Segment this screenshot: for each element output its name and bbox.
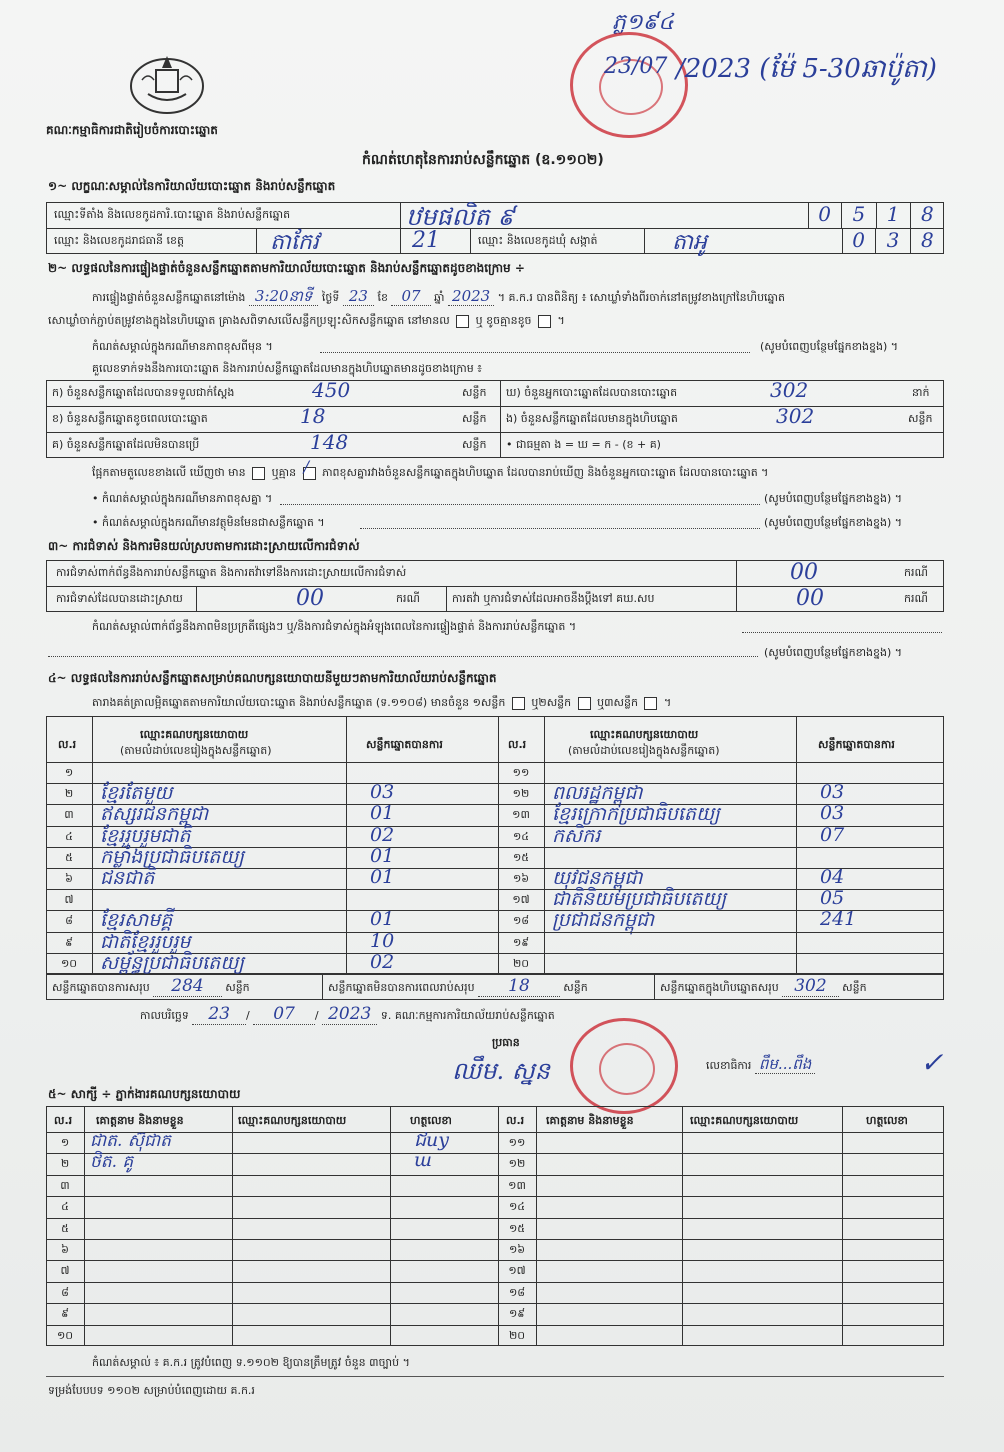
section2-para5 (92, 456, 769, 480)
date-month: 07 (253, 1004, 315, 1025)
results-row-party: យុវជនកម្ពុជា (552, 867, 643, 889)
results-col-line (92, 716, 93, 974)
witness-row-line (46, 1196, 944, 1197)
tot1-value: 284 (153, 976, 221, 997)
section3-note: កំណត់សម្គាល់ពាក់ព័ន្ធនឹងភាពមិនប្រក្រតីផ្សេងៗ ឬ/និងការជំទាស់ក្នុងអំឡុងពេលនៃការផ្ទៀងផ្ទាត់ និងការរាប់សន្លឹកឆ្នោត ។ (92, 620, 577, 633)
results-row-votes: 03 (820, 802, 845, 825)
witness-row-name: ជាត. ស៊ុជាត (90, 1131, 171, 1151)
form-footer: ទម្រង់បែបបទ ១១០២ សម្រាប់បំពេញដោយ គ.ក.រ (48, 1384, 255, 1397)
section2-note1: • កំណត់សម្គាល់ក្នុងករណីមានភាពខុសគ្នា ។ (92, 492, 273, 505)
results-col-votes-right: សន្លឹកឆ្នោតបានការ (818, 738, 895, 751)
witness-row-no: ៩ (61, 1307, 69, 1321)
objection-row2b-value: 00 (796, 586, 824, 611)
results-row-no: ១៧ (512, 893, 530, 907)
has-difference-checkbox[interactable] (252, 467, 265, 480)
results-col-no-right: ល.រ (508, 738, 527, 751)
witness-col-line (390, 1106, 391, 1346)
para1-year-label: ឆ្នាំ (434, 291, 445, 304)
section1-row2-value2: តាអូ (672, 230, 707, 255)
count-b-unit: សន្លឹក (462, 412, 487, 425)
results-row-line (498, 953, 944, 954)
results-row-no: ១០ (60, 956, 78, 970)
count-e-value: 302 (776, 404, 815, 428)
results-row-no: ៨ (65, 914, 73, 928)
hand-top-note: ភ្ល១៩៤ (612, 10, 674, 35)
count-a-unit: សន្លឹក (462, 386, 487, 399)
intro-c: ឬ៣សន្លឹក (597, 696, 638, 709)
objection-row1-label: ការជំទាស់ពាក់ព័ន្ធនឹងការរាប់សន្លឹកឆ្នោត និងការតវ៉ាទៅនឹងការដោះស្រាយលើការជំទាស់ (56, 566, 407, 579)
witness-col-no-left: ល.រ (54, 1114, 73, 1127)
witness-col-name-left: គោត្តនាម និងនាមខ្លួន (96, 1114, 184, 1127)
no-difference-checkbox[interactable]: / (303, 467, 316, 480)
results-row-votes: 241 (820, 908, 857, 931)
one-sheet-checkbox[interactable] (512, 697, 525, 710)
witness-row-no: ២០ (508, 1328, 526, 1342)
results-row-no: ៩ (65, 935, 73, 949)
intro-text: តារាងគត់ត្រាលម្អិតឆ្នោតតាមការិយាល័យបោះឆ្នោត និងរាប់សន្លឹកឆ្នោត (ទ.១១០៨) មានចំនួន ១សន្លឹក (92, 696, 506, 709)
section1-row2-code: 21 (412, 228, 440, 253)
results-col-votes-left: សន្លឹកឆ្នោតបានការ (366, 738, 443, 751)
date-label: កាលបរិច្ឆេទ (140, 1009, 189, 1022)
witness-col-party-left: ឈ្មោះគណបក្សនយោបាយ (238, 1114, 347, 1127)
para2-text: សោឃ្លាំចាក់ភ្ជាប់តម្រូវខាងក្នុងនៃហិបឆ្នោត គ្រាងសពិទាសលើសន្លឹកប្រឡុះសិកសន្លឹកឆ្នោត នៅមានល (48, 314, 450, 327)
section2-para3-hint: (សូមបំពេញបន្ថែមផ្នែកខាងខ្នង) ។ (760, 340, 899, 353)
tot3-unit: សន្លឹក (842, 981, 867, 994)
results-row-votes: 01 (370, 844, 395, 867)
results-row-party: ឥស្សរជនកម្ពុជា (100, 803, 209, 826)
code-digit: 0 (842, 228, 876, 254)
objection-row2-label: ការជំទាស់ដែលបានដោះស្រាយ (56, 592, 183, 605)
witness-col-party-right: ឈ្មោះគណបក្សនយោបាយ (690, 1114, 799, 1127)
count-c-unit: សន្លឹក (462, 438, 487, 451)
witness-row-no: ១៤ (508, 1200, 526, 1214)
results-row-votes: 01 (370, 802, 395, 825)
witness-header-line (46, 1132, 944, 1133)
results-row-line (46, 889, 498, 890)
witness-row-no: ១២ (508, 1157, 526, 1171)
broken-checkbox[interactable] (538, 315, 551, 328)
objection-row2b-label: ការតវ៉ា ឬការជំទាស់ដែលអាចនឹងប្តឹងទៅ គឃ.សប (452, 592, 655, 605)
results-row-party: ជាតិខ្មែររួបរួម (100, 930, 191, 953)
witness-row-line (46, 1239, 944, 1240)
witness-col-name-right: គោត្តនាម និងនាមខ្លួន (546, 1114, 634, 1127)
results-row-no: ៥ (65, 850, 73, 864)
section3-title: ៣~ ការជំទាស់ និងការមិនយល់ស្របតាមការដោះស្រាយលើការជំទាស់ (48, 539, 360, 553)
section2-note2-hint: (សូមបំពេញបន្ថែមផ្នែកខាងខ្នង) ។ (764, 516, 903, 529)
objection-row1-value: 00 (790, 560, 818, 585)
para3-fill-line (320, 352, 750, 353)
tot2-value: 18 (478, 976, 560, 997)
results-col-party-sub-left: (តាមលំដាប់លេខរៀងក្នុងសន្លឹកឆ្នោត) (120, 744, 272, 757)
tot1-label: សន្លឹកឆ្នោតបានការសរុប (52, 981, 150, 994)
date-day: 23 (192, 1004, 246, 1025)
section2-note1-hint: (សូមបំពេញបន្ថែមផ្នែកខាងខ្នង) ។ (764, 492, 903, 505)
note1-fill-line (280, 504, 760, 505)
section1-row1-code (808, 202, 944, 228)
results-row-no: ១៣ (512, 808, 530, 822)
two-sheet-checkbox[interactable] (578, 697, 591, 710)
results-row-party: ខ្មែររួបរួមជាតិ (100, 824, 191, 847)
para1-time: 3:20នាទី (249, 287, 319, 306)
witness-row-no: ១៨ (508, 1285, 526, 1299)
chair-signature: ឈឹម. ស្នន (452, 1057, 550, 1085)
totals-valid (52, 976, 250, 996)
results-row-no: ៣ (64, 808, 74, 822)
results-col-party-right: ឈ្មោះគណបក្សនយោបាយ (590, 728, 699, 741)
count-e-label: ង) ចំនួនសន្លឹកឆ្នោតដែលមានក្នុងហិបឆ្នោត (506, 412, 678, 425)
results-row-party: ជាតិនិយមប្រជាធិបតេយ្យ (552, 888, 727, 911)
count-d-unit: នាក់ (912, 386, 930, 399)
results-row-line (498, 932, 944, 933)
results-row-no: ១ (64, 766, 74, 779)
count-c-label: គ) ចំនួនសន្លឹកឆ្នោតដែលមិនបានប្រើ (52, 438, 200, 451)
count-d-value: 302 (770, 378, 809, 402)
results-row-no: ៧ (64, 893, 74, 907)
results-col-line (346, 716, 347, 974)
section2-para2: សោឃ្លាំចាក់ភ្ជាប់តម្រូវខាងក្នុងនៃហិបឆ្នោត គ្រាងសពិទាសលើសន្លឹកប្រឡុះសិកសន្លឹកឆ្នោត នៅមានល ឬ ខូចគ្មានខូច ។ (48, 314, 565, 327)
results-row-no: ៦ (65, 872, 73, 885)
witness-row-no: ១៣ (508, 1178, 526, 1192)
para2-opt1: ឬ (475, 314, 483, 327)
witness-row-no: ១ (60, 1136, 70, 1149)
witness-row-no: ២ (60, 1157, 70, 1171)
count-c-value: 148 (310, 430, 349, 454)
witness-col-line (84, 1106, 85, 1346)
date-suffix: ទ. គណៈកម្មការការិយាល័យរាប់សន្លឹកឆ្នោត (380, 1009, 555, 1022)
section4-title: ៤~ លទ្ធផលនៃការរាប់សន្លឹកឆ្នោតសម្រាប់គណបក្សនយោបាយនីមួយៗតាមការិយាល័យរាប់សន្លឹកឆ្នោត (48, 671, 497, 685)
witness-row-no: ១៦ (508, 1243, 526, 1256)
results-row-votes: 05 (820, 887, 845, 910)
para1-rest: ។ គ.ក.រ បានពិនិត្យ ៖ សោឃ្លាំទាំងពីរចាក់នៅតម្រូវខាងក្រៅនៃហិបឆ្នោត (497, 291, 785, 304)
para1-text: ការផ្ទៀងផ្ទាត់ចំនួនសន្លឹកឆ្នោតនៅម៉ោង (92, 291, 246, 304)
chair-label: ប្រធាន (492, 1036, 520, 1049)
witness-table (46, 1106, 944, 1346)
para1-year: 2023 (448, 287, 494, 306)
official-stamp-top (570, 32, 688, 138)
witness-col-sign-right: ហត្ថលេខា (866, 1114, 908, 1127)
results-col-party-left: ឈ្មោះគណបក្សនយោបាយ (140, 728, 249, 741)
witness-row-no: ១១ (508, 1136, 526, 1149)
tot2-label: សន្លឹកឆ្នោតមិនបានការពេលរាប់សរុប (328, 981, 475, 994)
results-col-party-sub-right: (តាមលំដាប់លេខរៀងក្នុងសន្លឹកឆ្នោត) (568, 744, 720, 757)
witness-row-signature: ш (414, 1149, 432, 1172)
nec-logo (128, 50, 206, 116)
note2-fill-line (360, 528, 760, 529)
section2-para1 (92, 287, 785, 305)
committee-name: គណៈកម្មាធិការជាតិរៀបចំការបោះឆ្នោត (46, 123, 218, 137)
witness-row-line (46, 1282, 944, 1283)
results-row-line (498, 847, 944, 848)
results-row-votes: 04 (820, 866, 845, 888)
witness-row-no: ៦ (61, 1243, 69, 1256)
objection-row2-unit: ករណី (396, 592, 420, 605)
results-row-votes: 03 (370, 781, 395, 804)
ok-checkbox[interactable] (456, 315, 469, 328)
section4-intro: តារាងគត់ត្រាលម្អិតឆ្នោតតាមការិយាល័យបោះឆ្នោត និងរាប់សន្លឹកឆ្នោត (ទ.១១០៨) មានចំនួន ១សន្លឹក ឬ២សន្លឹក ឬ៣សន្លឹក ។ (92, 696, 672, 709)
section5-title: ៥~ សាក្សី ÷ ភ្នាក់ងារគណបក្សនយោបាយ (48, 1087, 241, 1101)
para5-c: ភាពខុសគ្នារវាងចំនួនសន្លឹកឆ្នោតក្នុងហិបឆ្នោត ដែលបានរាប់ឃើញ និងចំនួនអ្នកបោះឆ្នោត ដែលបានបោះឆ្នោត ។ (322, 466, 769, 479)
results-row-votes: 10 (370, 929, 395, 952)
witness-col-sign-left: ហត្ថលេខា (410, 1114, 452, 1127)
code-digit: 1 (877, 202, 911, 228)
results-row-no: ១៩ (512, 935, 530, 949)
results-row-party: ខ្មែរតែមួយ (100, 782, 173, 805)
witness-row-signature: ជuy (414, 1129, 450, 1151)
witness-row-no: ៥ (61, 1221, 69, 1235)
results-row-no: ១៥ (512, 850, 530, 864)
footnote: កំណត់សម្គាល់ ៖ គ.ក.រ ត្រូវបំពេញ ទ.១១០២ ឱ្យបានត្រឹមត្រូវ ចំនួន ៣ច្បាប់ ។ (92, 1356, 410, 1369)
witness-row-no: ១៧ (508, 1264, 526, 1278)
para5-text: ផ្អែកតាមតួលេខខាងលើ ឃើញថា មាន (92, 466, 246, 479)
results-row-votes: 07 (820, 823, 845, 846)
secretary-label-text: លេខាធិការ (706, 1059, 752, 1072)
results-row-votes: 01 (370, 866, 395, 888)
para1-day: 23 (343, 287, 374, 306)
count-b-value: 18 (300, 404, 326, 428)
tot1-unit: សន្លឹក (225, 981, 250, 994)
results-row-no: ២០ (512, 956, 530, 970)
count-b-label: ខ) ចំនួនសន្លឹកឆ្នោតខូចពេលបោះឆ្នោត (52, 412, 208, 425)
section3-fill-line-1 (742, 632, 942, 633)
results-row-party: សម្ព័ន្ធប្រជាធិបតេយ្យ (100, 951, 244, 974)
section1-row2-value: តាកែវ (270, 230, 319, 255)
witness-row-line (46, 1153, 944, 1154)
results-row-votes: 02 (370, 823, 395, 846)
section3-fill-line-2 (48, 656, 758, 657)
totals-invalid (328, 976, 588, 996)
tot3-value: 302 (782, 976, 838, 997)
results-row-no: ១៦ (512, 872, 530, 885)
document-title: កំណត់ហេតុនៃការរាប់សន្លឹកឆ្នោត (ឧ.១១០២) (362, 152, 604, 168)
para2-opt2: ខូចគ្មានខូច (486, 314, 532, 327)
tot3-label: សន្លឹកឆ្នោតក្នុងហិបឆ្នោតសរុប (660, 981, 779, 994)
totals-box (660, 976, 867, 996)
objection-row2b-unit: ករណី (904, 592, 928, 605)
section2-note2: • កំណត់សម្គាល់ក្នុងករណីមានវត្ថុមិនមែនជាសន្លឹកឆ្នោត ។ (92, 516, 325, 529)
witness-row-name: ថិត. គូ (90, 1152, 134, 1173)
secretary-signature: ពឹម...ពឹង (755, 1055, 815, 1074)
count-a-value: 450 (312, 378, 351, 402)
official-stamp-bottom (570, 1018, 678, 1114)
count-d-label: ឃ) ចំនួនអ្នកបោះឆ្នោតដែលបានបោះឆ្នោត (506, 386, 678, 399)
section1-title: ១~ លក្ខណៈសម្គាល់នៃការិយាល័យបោះឆ្នោត និងរាប់សន្លឹកឆ្នោត (48, 179, 336, 193)
witness-row-line (46, 1260, 944, 1261)
section1-row2-label2: ឈ្មោះ និងលេខកូដឃុំ សង្កាត់ (478, 234, 598, 247)
signing-date: កាលបរិច្ឆេទ 23 / 07 / 2023 ទ. គណៈកម្មការការិយាល័យរាប់សន្លឹកឆ្នោត (140, 1004, 555, 1024)
signature-mark: ✓ (920, 1046, 944, 1079)
secretary-label (706, 1055, 815, 1073)
results-row-no: ១១ (512, 766, 530, 779)
results-col-no-left: ល.រ (58, 738, 77, 751)
results-row-no: ៤ (65, 829, 73, 843)
para5-b: ឬគ្មាន (271, 466, 297, 479)
witness-row-line (46, 1303, 944, 1304)
witness-row-no: ១៩ (508, 1307, 526, 1321)
witness-col-no-right: ល.រ (506, 1114, 525, 1127)
section1-row2-label: ឈ្មោះ និងលេខកូដរាជធានី ខេត្ត (54, 234, 184, 247)
section1-row1-label: ឈ្មោះទីតាំង និងលេខកូដការិ.បោះឆ្នោត និងរាប់សន្លឹកឆ្នោត (54, 208, 291, 221)
results-col-line (796, 716, 797, 974)
intro-b: ឬ២សន្លឹក (531, 696, 572, 709)
section2-title: ២~ លទ្ធផលនៃការផ្ទៀងផ្ទាត់ចំនួនសន្លឹកឆ្នោតតាមការិយាល័យបោះឆ្នោត និងរាប់សន្លឹកឆ្នោតដូចខាងក្រោម ÷ (48, 261, 525, 275)
para1-month: 07 (391, 287, 430, 306)
section3-hint: (សូមបំពេញបន្ថែមផ្នែកខាងខ្នង) ។ (764, 646, 903, 659)
results-row-party: ប្រជាជនកម្ពុជា (552, 909, 655, 932)
count-formula: • ជាធម្មតា ង = ឃ = ក - (ខ + គ) (506, 438, 661, 451)
results-header-line (46, 762, 944, 763)
count-e-unit: សន្លឹក (908, 412, 933, 425)
witness-row-line (46, 1175, 944, 1176)
results-row-votes: 01 (370, 908, 395, 931)
code-digit: 3 (876, 228, 910, 254)
stamp-date: 23/07 (604, 54, 668, 79)
results-row-no: ១២ (512, 787, 530, 801)
section1-row1-value: ឋមផលិត ៩ (406, 203, 515, 231)
section1-row2-code2 (842, 228, 944, 254)
results-row-party: ជនជាតិ (100, 867, 155, 889)
results-row-no: ១៨ (512, 914, 530, 928)
section2-para4: គួលេខទាក់ទងនឹងការបោះឆ្នោត និងការរាប់សន្លឹកឆ្នោតដែលមានក្នុងហិបឆ្នោតមានដូចខាងក្រោម ៖ (92, 362, 483, 375)
witness-col-line (682, 1106, 683, 1346)
objection-row1-unit: ករណី (904, 566, 928, 579)
witness-row-no: ១៥ (508, 1221, 526, 1235)
code-digit: 5 (842, 202, 876, 228)
results-row-party: ខ្មែរក្រោកប្រជាធិបតេយ្យ (552, 803, 720, 826)
para1-month-label: ខែ (377, 291, 388, 304)
tot2-unit: សន្លឹក (563, 981, 588, 994)
witness-col-line (232, 1106, 233, 1346)
results-col-line (544, 716, 545, 974)
date-year: 2023 (322, 1004, 377, 1025)
witness-row-no: ៨ (61, 1285, 69, 1299)
results-row-votes: 02 (370, 950, 395, 973)
results-row-party: ខ្មែរសាមគ្គី (100, 909, 173, 932)
hand-date: /2023 (ម៉ែ 5-30ឆាប៉ូតា) (676, 54, 937, 84)
witness-row-no: ៤ (61, 1200, 69, 1214)
results-row-votes: 03 (820, 781, 845, 804)
objection-row2-value: 00 (296, 586, 324, 611)
code-digit: 0 (808, 202, 842, 228)
witness-row-line (46, 1218, 944, 1219)
code-digit: 8 (920, 228, 934, 252)
code-digit: 8 (921, 202, 934, 226)
section2-para3: កំណត់សម្គាល់ក្នុងករណីមានភាពខុសពីមុន ។ (92, 340, 273, 353)
witness-row-line (46, 1325, 944, 1326)
results-row-party: ពលរដ្ឋកម្ពុជា (552, 782, 643, 805)
count-a-label: ក) ចំនួនសន្លឹកឆ្នោតដែលបានទទួលជាក់ស្តែង (52, 386, 235, 399)
witness-col-line (842, 1106, 843, 1346)
witness-row-no: ១០ (56, 1328, 74, 1342)
results-row-party: កម្លាំងប្រជាធិបតេយ្យ (100, 845, 244, 868)
results-row-no: ២ (64, 787, 74, 801)
results-row-party: កសិករ (552, 824, 601, 847)
three-sheet-checkbox[interactable] (644, 697, 657, 710)
results-row-no: ១៤ (512, 829, 530, 843)
witness-row-no: ៧ (60, 1264, 70, 1278)
witness-row-no: ៣ (60, 1178, 70, 1192)
witness-col-line (536, 1106, 537, 1346)
para1-day-label: ថ្ងៃទី (321, 291, 340, 304)
